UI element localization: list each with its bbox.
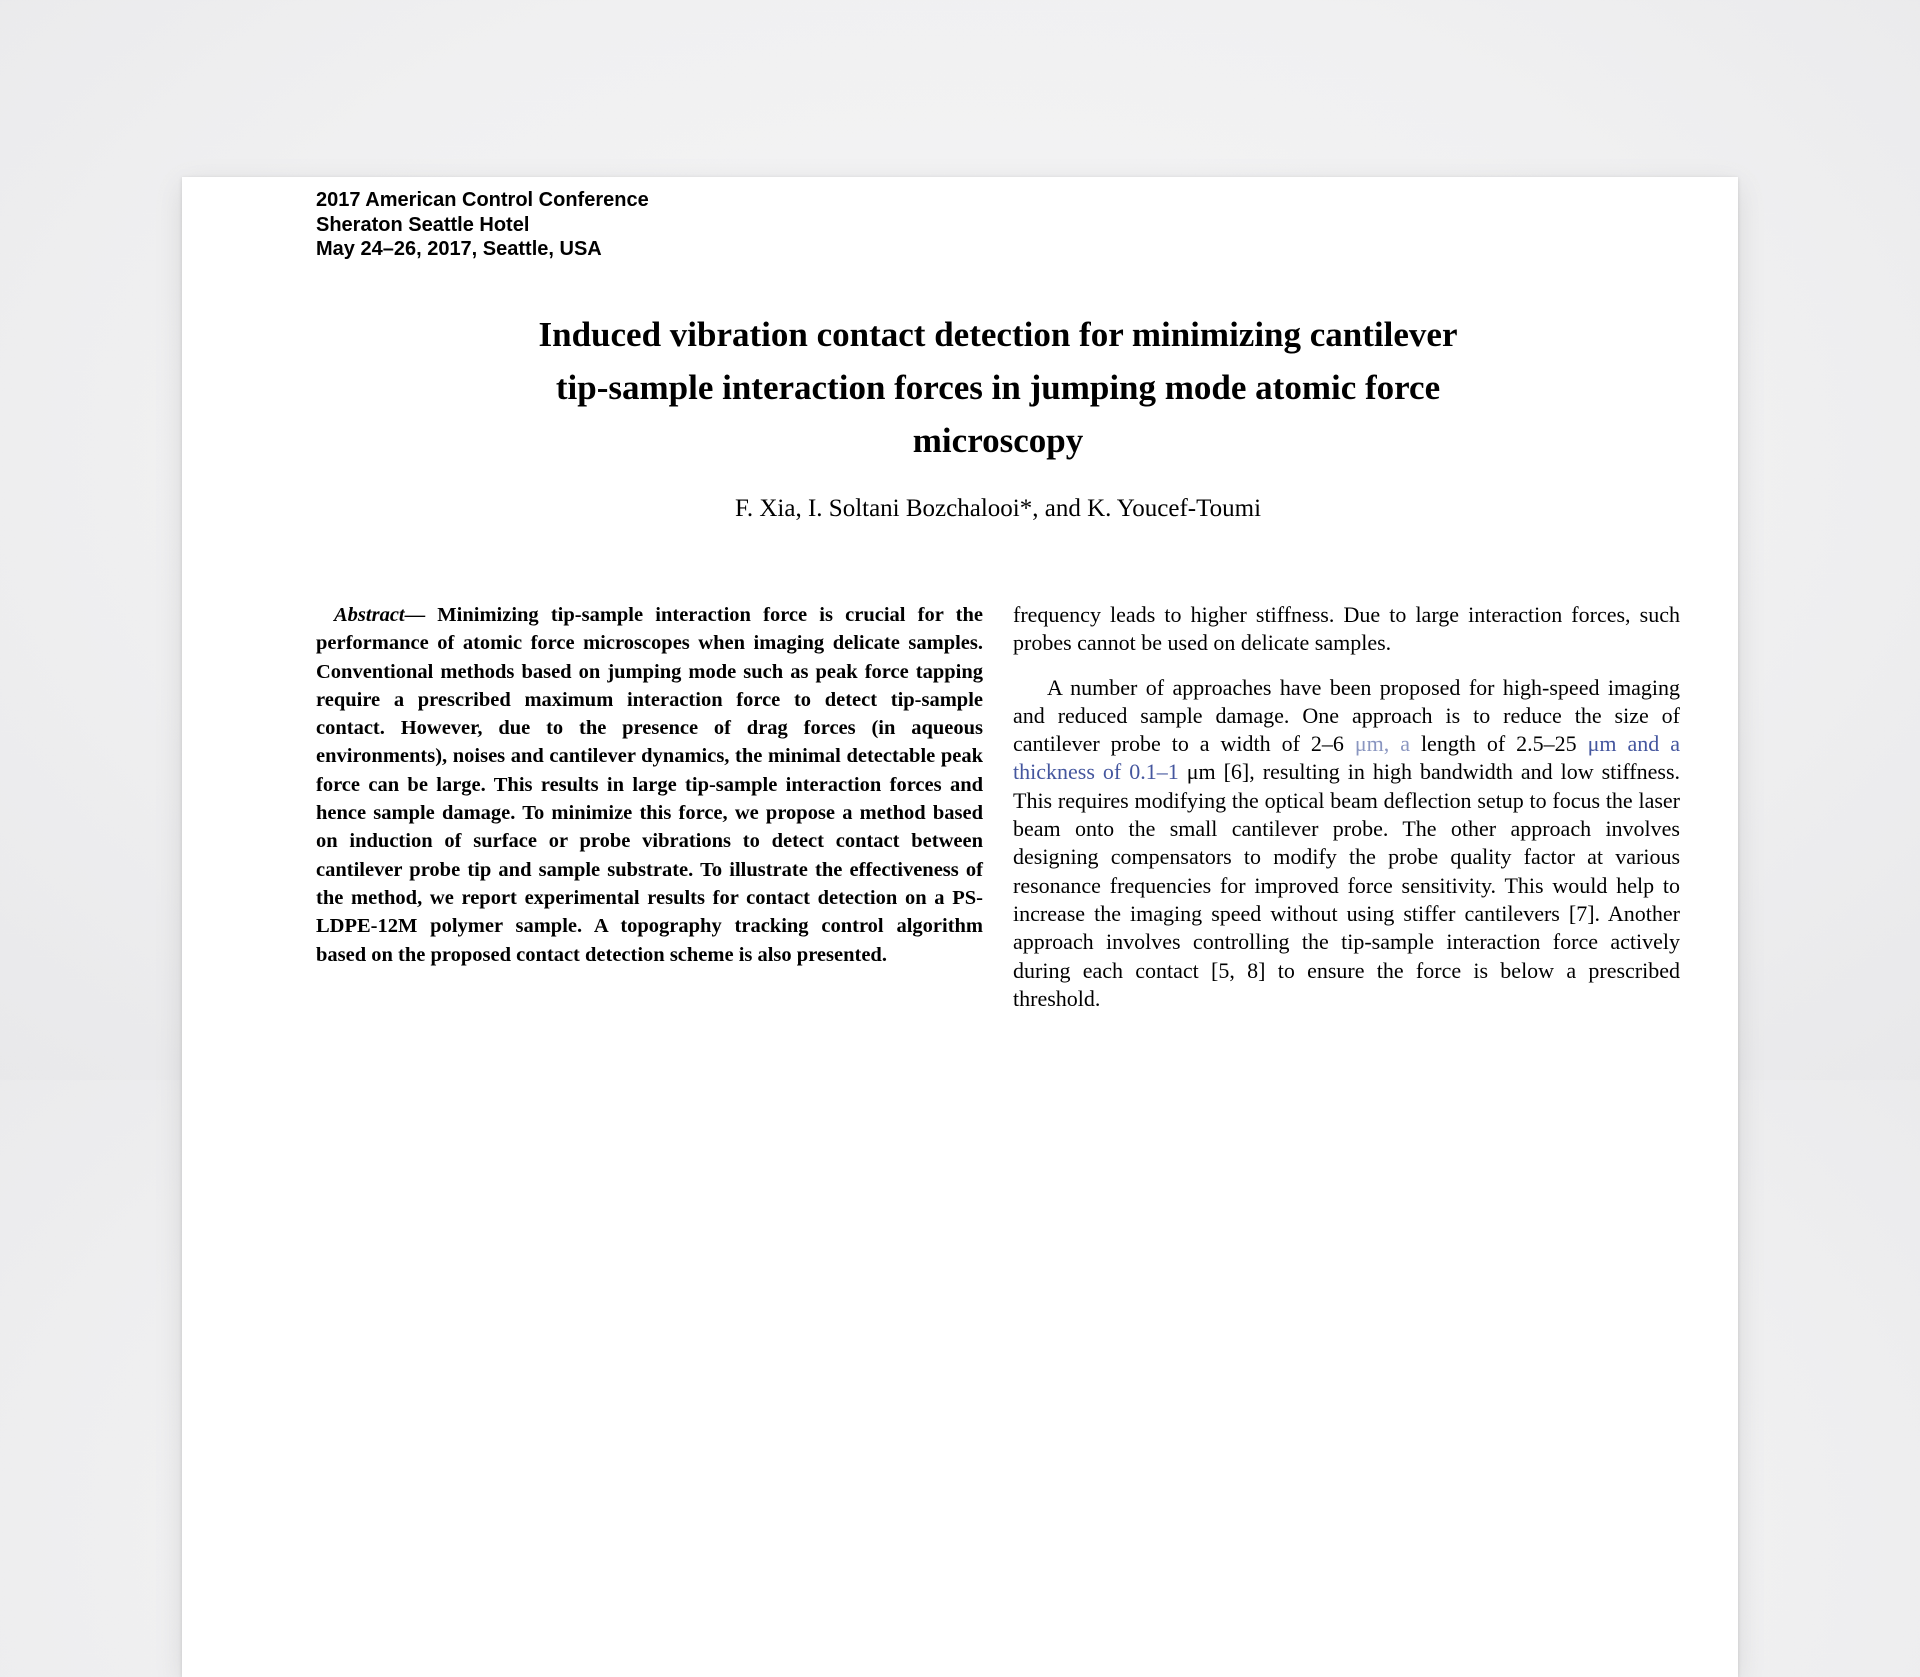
- conference-header-line-2: Sheraton Seattle Hotel: [316, 213, 530, 236]
- left-column: [316, 601, 983, 1013]
- two-column-body: [316, 601, 1680, 1013]
- conference-header-line-1: 2017 American Control Conference: [316, 189, 649, 211]
- conference-header: [316, 188, 649, 262]
- body-paragraph-continuation: frequency leads to higher stiffness. Due to large interaction forces, such probes cannot be used on delicate samples.: [1013, 602, 1680, 656]
- paper-title: [316, 308, 1680, 467]
- paper-title-line-2: tip-sample interaction forces in jumping mode atomic force: [555, 368, 1441, 407]
- body-paragraph-approaches: A number of approaches have been proposed for high-speed imaging and reduced sample damage. One approach is to reduce the size of cantilever probe to a width of 2–6 μm, a length of 2.5–25 μm and a thickness of 0.1–1 μm [6], resulting in high bandwidth and low stiffness. This requires modifying the optical beam deflection setup to focus the laser beam onto the small cantilever probe. The other approach involves designing compensators to modify the probe quality factor at various resonance frequencies for improved force sensitivity. This would help to increase the imaging speed without using stiffer cantilevers [7]. Another approach involves controlling the tip-sample interaction force actively during each contact [5, 8] to ensure the force is below a prescribed threshold.: [1013, 674, 1681, 1011]
- conference-header-line-3: May 24–26, 2017, Seattle, USA: [316, 238, 602, 260]
- paper-title-line-3: microscopy: [912, 421, 1084, 460]
- paper-title-line-1: Induced vibration contact detection for minimizing cantilever: [538, 315, 1458, 354]
- abstract-label: Abstract: [334, 604, 405, 626]
- abstract-text: — Minimizing tip-sample interaction force is crucial for the performance of atomic force microscopes when imaging delicate samples. Conventional methods based on jumping mode such as peak force tapping require a prescribed maximum interaction force to detect tip-sample contact. However, due to the presence of drag forces (in aqueous environments), noises and cantilever dynamics, the minimal detectable peak force can be large. This results in large tip-sample interaction forces and hence sample damage. To minimize this force, we propose a method based on induction of surface or probe vibrations to detect contact between cantilever probe tip and sample substrate. To illustrate the effectiveness of the method, we report experimental results for contact detection on a PS-LDPE-12M polymer sample. A topography tracking control algorithm based on the proposed contact detection scheme is also presented.: [316, 604, 983, 966]
- right-column: [1013, 601, 1680, 1013]
- paper-page: [182, 177, 1738, 1677]
- abstract-paragraph: [316, 601, 983, 969]
- paper-authors: F. Xia, I. Soltani Bozchalooi*, and K. Youcef-Toumi: [734, 495, 1262, 522]
